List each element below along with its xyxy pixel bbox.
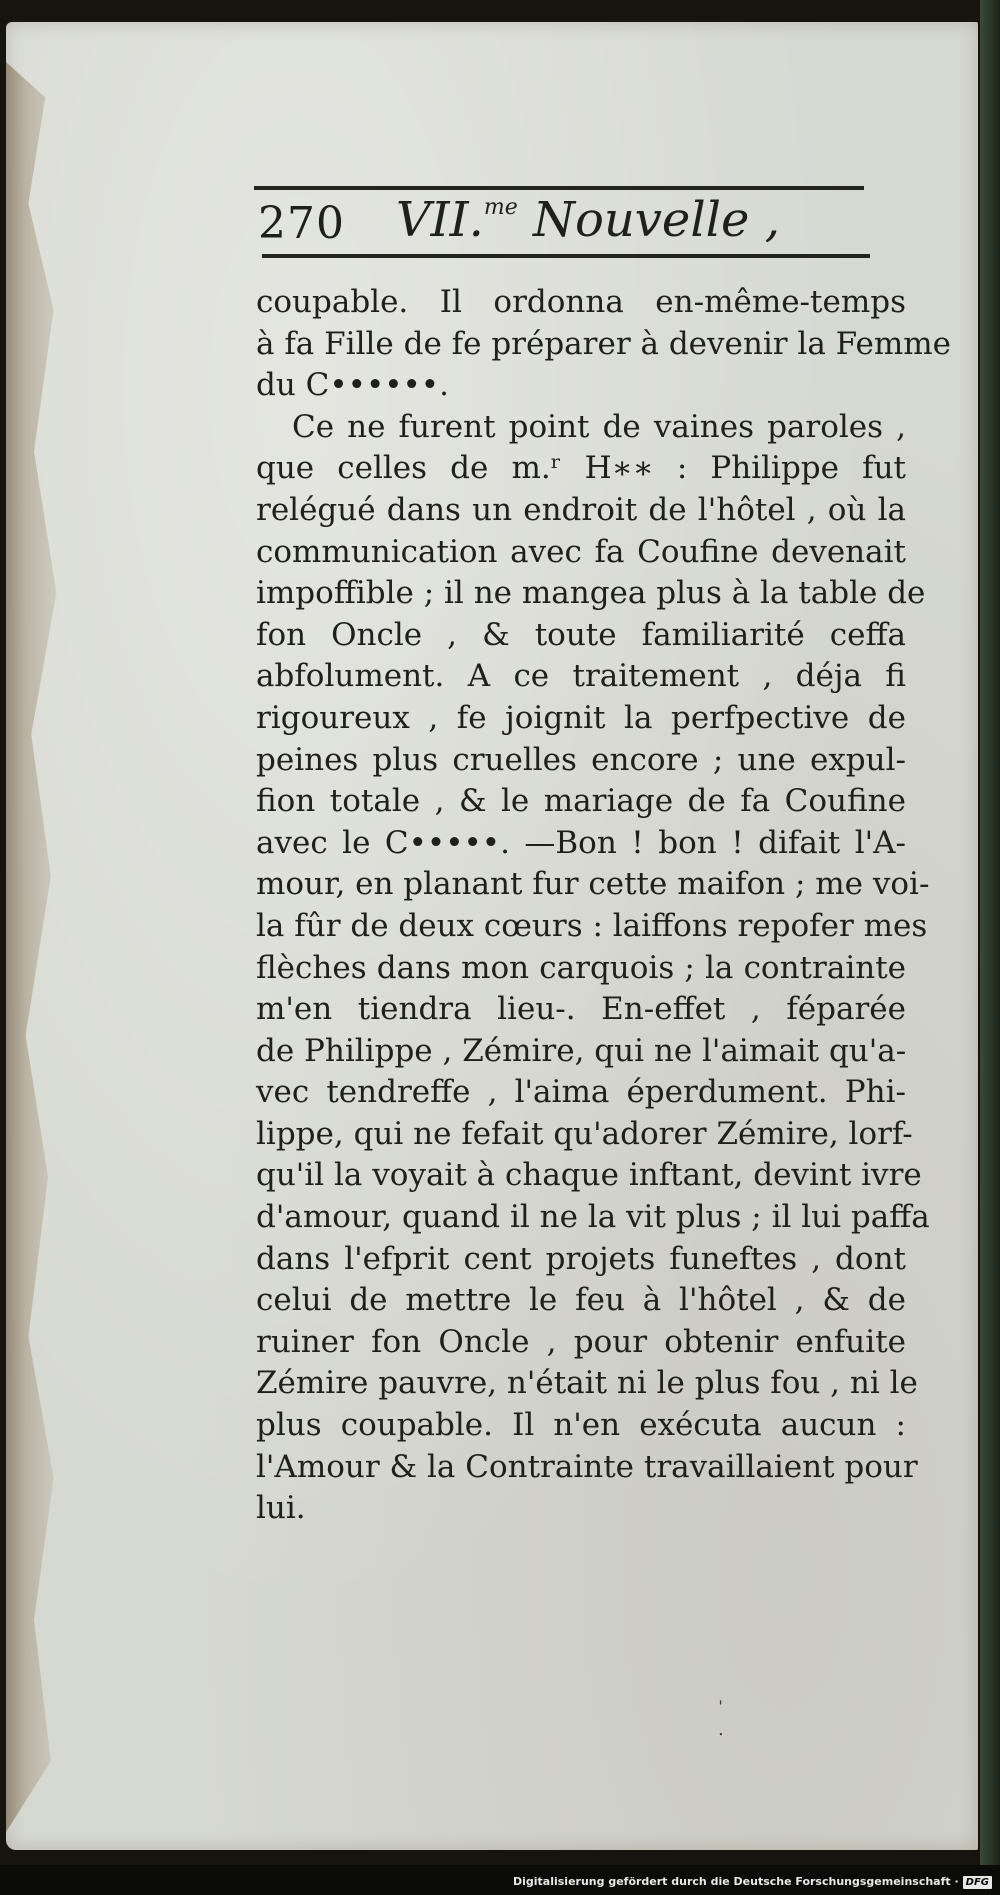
text-line: mour, en planant fur cette maifon ; me voi- <box>256 866 930 903</box>
text-line: relégué dans un endroit de l'hôtel , où la <box>256 491 906 528</box>
text-line: du C••••••. <box>256 367 449 404</box>
header-rule-bottom <box>262 254 870 258</box>
text-line: abfolument. A ce traitement , déja fi <box>256 658 906 695</box>
body-text <box>256 282 951 1530</box>
text-line: d'amour, quand il ne la vit plus ; il lui paffa <box>256 1199 930 1236</box>
text-line: Ce ne furent point de vaines paroles , <box>292 408 906 445</box>
page-number: 270 <box>258 198 345 249</box>
text-line: coupable. Il ordonna en-même-temps <box>256 284 906 320</box>
digitization-footer <box>0 1865 1000 1895</box>
credit-text: Digitalisierung gefördert durch die Deutsche Forschungsgemeinschaft · <box>512 1875 959 1888</box>
running-head-main: VII. <box>396 192 484 248</box>
running-head-superscript: me <box>483 195 518 220</box>
book-spine-edge <box>980 0 1000 1895</box>
running-head <box>396 192 780 248</box>
text-line: rigoureux , fe joignit la perfpective de <box>256 699 906 736</box>
ink-specks: ˈ . <box>718 1698 724 1740</box>
text-line: à fa Fille de fe préparer à devenir la Femme <box>256 325 951 362</box>
text-line: peines plus cruelles encore ; une expul- <box>256 741 906 778</box>
text-line: lippe, qui ne fefait qu'adorer Zémire, lorf- <box>256 1115 913 1152</box>
text-line: lui. <box>256 1490 306 1527</box>
text-line: dans l'efprit cent projets funeftes , dont <box>256 1240 906 1277</box>
text-line: plus coupable. Il n'en exécuta aucun : <box>256 1407 906 1444</box>
page-header <box>256 188 896 254</box>
paragraph-1 <box>256 282 951 407</box>
text-line: que celles de m.ʳ H∗∗ : Philippe fut <box>256 450 906 487</box>
text-line: fon Oncle , & toute familiarité ceffa <box>256 616 906 653</box>
text-line: la fûr de deux cœurs : laiffons repofer mes <box>256 907 928 944</box>
running-head-rest: Nouvelle , <box>517 192 780 248</box>
text-line: celui de mettre le feu à l'hôtel , & de <box>256 1282 906 1319</box>
text-line: vec tendreffe , l'aima éperdument. Phi- <box>256 1074 906 1111</box>
text-line: impoffible ; il ne mangea plus à la table de <box>256 575 926 612</box>
text-line: m'en tiendra lieu-. En-effet , féparée <box>256 991 906 1028</box>
text-line: qu'il la voyait à chaque inftant, devint ivre <box>256 1157 922 1194</box>
text-line: flèches dans mon carquois ; la contrainte <box>256 949 906 986</box>
paragraph-2 <box>256 407 930 1530</box>
text-line: fion totale , & le mariage de fa Coufine <box>256 783 906 820</box>
dfg-logo: DFG <box>963 1876 992 1889</box>
text-line: de Philippe , Zémire, qui ne l'aimait qu'a- <box>256 1032 907 1069</box>
text-line: ruiner fon Oncle , pour obtenir enfuite <box>256 1323 906 1360</box>
text-line: l'Amour & la Contrainte travaillaient pour <box>256 1448 918 1485</box>
text-line: communication avec fa Coufine devenait <box>256 533 906 570</box>
dfg-credit <box>513 1875 992 1889</box>
worn-page-edge <box>6 62 62 1832</box>
text-line: Zémire pauvre, n'était ni le plus fou , ni le <box>256 1365 918 1402</box>
text-line: avec le C•••••. —Bon ! bon ! difait l'A- <box>256 824 906 861</box>
